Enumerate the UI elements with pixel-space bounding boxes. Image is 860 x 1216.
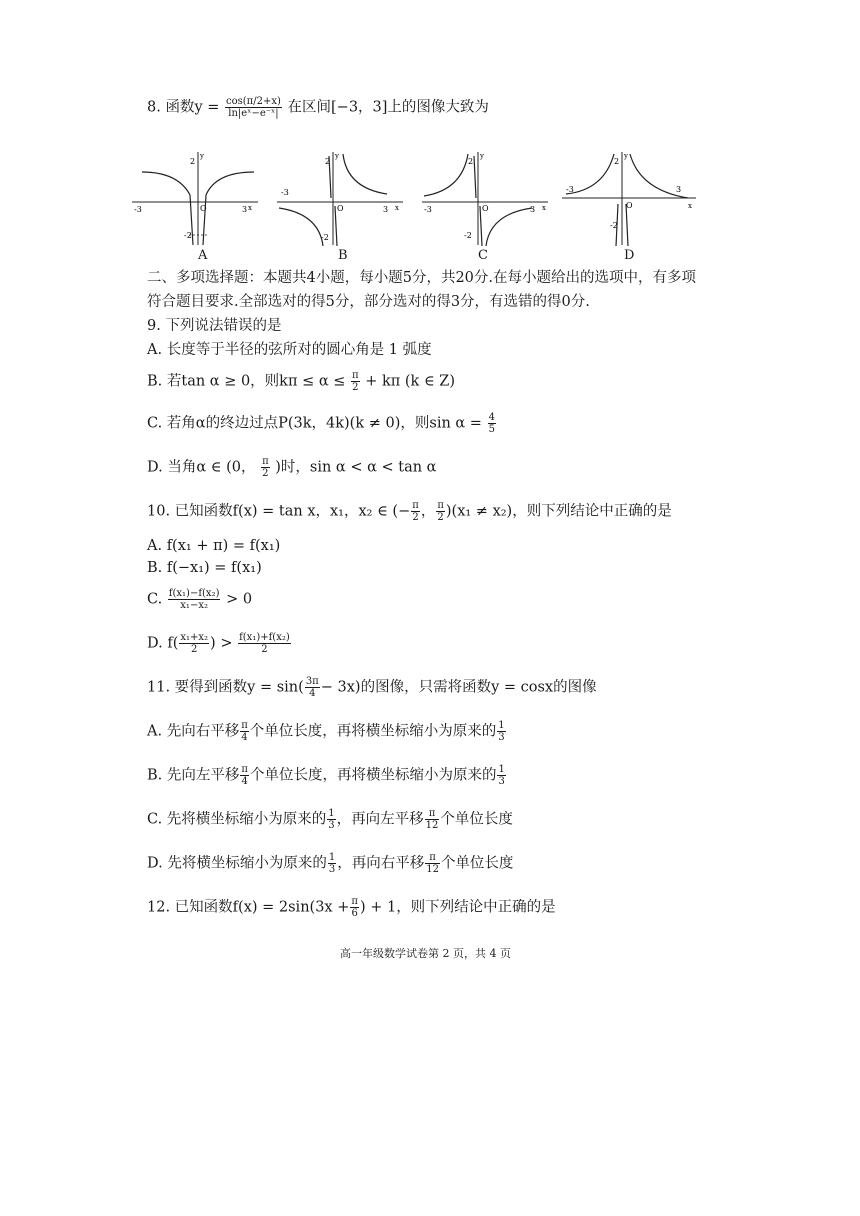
q9-option-c [147,412,497,435]
svg-text:2: 2 [468,157,474,166]
svg-text:y: y [335,152,339,160]
q10-d-pre: D. f( [147,635,179,652]
q9-b-pre: B. 若tan α ≥ 0，则kπ ≤ α ≤ [147,373,346,390]
q11-d-n1: 1 [328,852,336,863]
q10-option-c [147,588,252,611]
q11-b-d2: 3 [498,776,505,787]
q10-c-post: > 0 [226,591,253,608]
page-footer: 高一年级数学试卷第 2 页，共 4 页 [340,947,511,960]
q9-c-den: 5 [488,424,495,435]
svg-text:3: 3 [242,205,248,214]
q11-d-mid: ，再向右平移 [337,855,425,872]
svg-text:y: y [200,152,204,160]
q11-b-frac2 [497,764,505,787]
q10-stem-mid: ， [420,503,436,520]
q11-d-d2: 12 [426,864,439,875]
q11-c-mid: ，再向左平移 [336,811,424,828]
q11-a-pre: A. 先向右平移 [147,723,240,740]
graph-b [275,150,405,250]
svg-text:-3: -3 [566,185,574,194]
q11-stem [147,676,597,699]
q9-c-frac [488,412,496,435]
svg-text:-2: -2 [610,221,618,230]
q11-b-n1: π [241,764,248,775]
q9-b-den: 2 [352,382,359,393]
q11-option-a [147,720,507,743]
q10-stem-frac1 [411,500,420,523]
q11-a-mid: 个单位长度，再将横坐标缩小为原来的 [249,723,497,740]
q10-stem-d1: 2 [412,512,419,523]
q10-d-num2: f(x₁)+f(x₂) [239,632,290,643]
svg-text:2: 2 [614,157,620,166]
q10-c-num: f(x₁)−f(x₂) [168,588,220,599]
q11-option-b [147,764,507,787]
graph-label-a: A [198,248,208,263]
graph-c [420,150,550,250]
section2-line1: 二、多项选择题：本题共4小题，每小题5分，共20分.在每小题给出的选项中，有多项 [147,270,697,286]
q8-stem [147,96,489,119]
q10-d-num1: x₁+x₂ [180,632,209,643]
svg-text:-2: -2 [464,231,472,240]
q12-stem-frac [350,896,359,919]
q9-stem: 9. 下列说法错误的是 [147,318,282,334]
svg-text:x: x [542,204,546,212]
q11-stem-num: 3π [305,676,319,687]
q10-option-b: B. f(−x₁) = f(x₁) [147,560,262,576]
q8-prefix: 8. 函数y = [147,99,220,116]
q11-c-frac1 [327,808,335,831]
graph-label-d: D [624,248,635,263]
q11-d-pre: D. 先将横坐标缩小为原来的 [147,855,327,872]
q9-c-pre: C. 若角α的终边过点P(3k，4k)(k ≠ 0)，则sin α = [147,415,482,432]
q11-a-n1: π [241,720,248,731]
q12-stem-pre: 12. 已知函数f(x) = 2sin(3x + [147,899,350,916]
svg-text:3: 3 [383,205,389,214]
graph-a [130,150,260,250]
q10-stem-n1: π [412,500,419,511]
svg-text:-2: -2 [321,233,329,242]
q11-d-post: 个单位长度 [440,855,514,872]
q8-frac-den: ln|eˣ−e⁻ˣ| [228,108,279,119]
q10-stem-frac2 [436,500,445,523]
svg-text:x: x [688,202,692,210]
q8-fraction [225,96,282,119]
q10-d-frac2 [238,632,291,655]
q10-d-frac1 [179,632,209,655]
svg-text:x: x [395,204,399,212]
q11-c-n1: 1 [328,808,335,819]
q12-stem-num: π [351,896,358,907]
q12-stem-post: ) + 1，则下列结论中正确的是 [359,899,556,916]
svg-text:-3: -3 [281,188,289,197]
svg-text:-3: -3 [424,205,432,214]
q10-d-mid: ) > [210,635,233,652]
q12-stem-den: 6 [351,908,358,919]
q10-option-d [147,632,292,655]
svg-text:2: 2 [190,157,196,166]
q10-c-den: x₁−x₂ [180,600,208,611]
q9-b-post: + kπ (k ∈ Z) [365,373,456,390]
q9-option-a: A. 长度等于半径的弦所对的圆心角是 1 弧度 [147,342,432,358]
q10-stem-post: )(x₁ ≠ x₂)，则下列结论中正确的是 [445,503,672,520]
q11-b-mid: 个单位长度，再将横坐标缩小为原来的 [249,767,497,784]
svg-text:O: O [200,204,207,213]
q9-d-frac [261,456,270,479]
q8-suffix: 在区间[−3，3]上的图像大致为 [287,99,489,116]
q11-c-pre: C. 先将横坐标缩小为原来的 [147,811,327,828]
svg-text:y: y [624,152,628,160]
q8-frac-num: cos(π/2+x) [226,96,281,107]
svg-text:2: 2 [325,157,331,166]
q11-c-d1: 3 [328,820,335,831]
q11-b-d1: 4 [241,776,248,787]
q11-stem-post: − 3x)的图像，只需将函数y = cosx的图像 [320,679,597,696]
svg-text:3: 3 [530,205,536,214]
q11-c-post: 个单位长度 [440,811,513,828]
q10-d-den2: 2 [261,644,268,655]
svg-text:-3: -3 [134,205,142,214]
q9-b-num: π [352,370,359,381]
q10-stem-pre: 10. 已知函数f(x) = tan x，x₁，x₂ ∈ (− [147,503,411,520]
q11-c-d2: 12 [425,820,439,831]
q11-option-d [147,852,513,875]
q10-c-frac [168,588,221,611]
q9-d-pre: D. 当角α ∈ (0， [147,459,256,476]
svg-text:O: O [626,201,633,210]
q11-d-d1: 3 [328,864,336,875]
svg-text:y: y [480,152,484,160]
q11-a-d2: 3 [498,732,505,743]
q10-stem-d2: 2 [437,512,444,523]
q11-b-n2: 1 [498,764,505,775]
q11-stem-frac [305,676,320,699]
q9-d-num: π [262,456,269,467]
q9-d-den: 2 [262,468,269,479]
q10-option-a: A. f(x₁ + π) = f(x₁) [147,538,281,554]
q9-b-frac [351,370,360,393]
q9-option-b [147,370,455,393]
q8-graphs [130,150,710,265]
q11-b-pre: B. 先向左平移 [147,767,240,784]
q11-option-c [147,808,513,831]
section2-line2: 符合题目要求.全部选对的得5分，部分选对的得3分，有选错的得0分. [147,294,590,310]
q11-c-n2: π [425,808,440,820]
q10-stem [147,500,672,523]
q10-d-den1: 2 [191,644,198,655]
q11-a-n2: 1 [498,720,505,731]
graph-d [560,150,700,250]
q11-c-frac2 [425,808,440,831]
svg-text:x: x [248,204,252,212]
svg-text:O: O [337,204,344,213]
q9-c-num: 4 [488,412,495,423]
q9-d-post: )时，sin α < α < tan α [275,459,437,476]
q9-option-d [147,456,436,479]
q11-stem-den: 4 [309,688,316,699]
q11-a-frac1 [240,720,249,743]
q11-a-frac2 [497,720,505,743]
q12-stem [147,896,556,919]
q11-d-n2: π [425,852,440,864]
q11-a-d1: 4 [241,732,248,743]
svg-text:-2: -2 [184,231,192,240]
svg-text:O: O [482,204,489,213]
svg-text:3: 3 [676,185,682,194]
q10-c-pre: C. [147,591,163,608]
graph-label-c: C [478,248,488,263]
graph-label-b: B [338,248,348,263]
q11-d-frac2 [425,852,440,875]
q10-stem-n2: π [437,500,444,511]
q11-d-frac1 [328,852,336,875]
q11-stem-pre: 11. 要得到函数y = sin( [147,679,304,696]
q11-b-frac1 [240,764,249,787]
